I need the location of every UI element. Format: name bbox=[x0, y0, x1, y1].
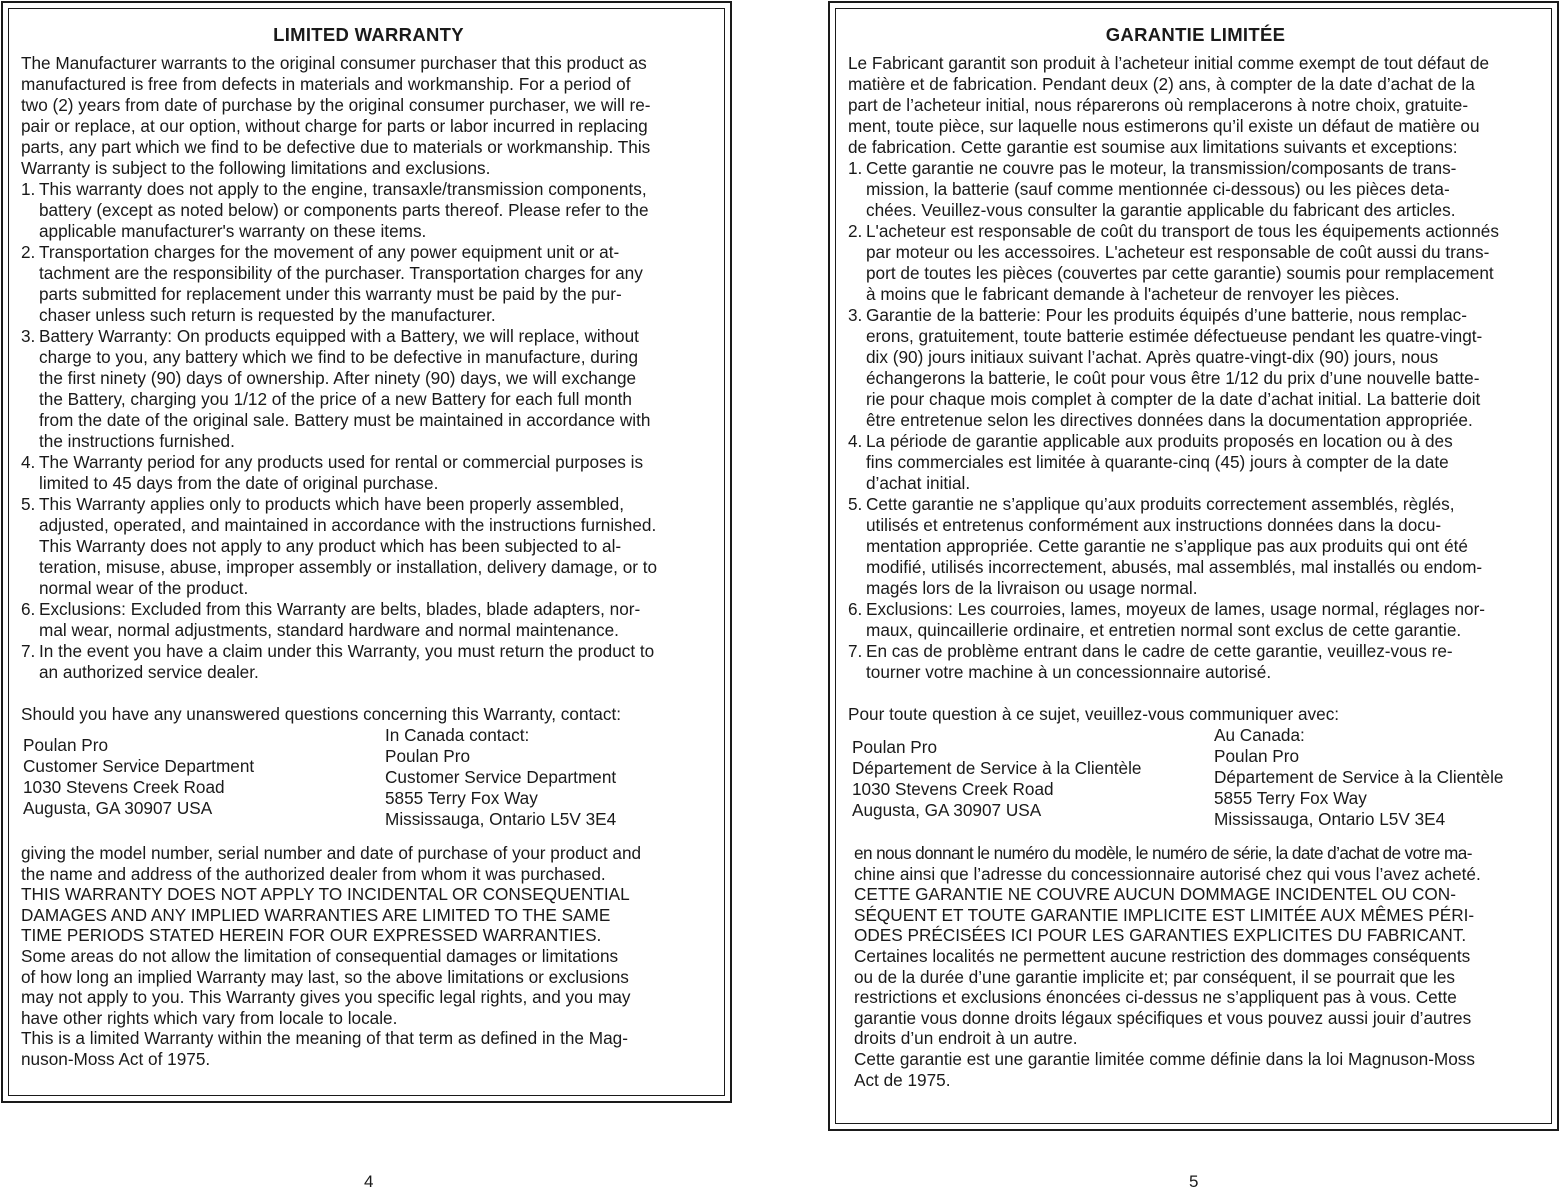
item-line: utilisés et entretenus conformément aux instructions données dans la docu- bbox=[866, 515, 1442, 535]
exclusion-item bbox=[848, 431, 1543, 494]
closing-line: Certaines localités ne permettent aucune restriction des dommages conséquents bbox=[854, 945, 1471, 966]
left-page-title: LIMITED WARRANTY bbox=[273, 24, 464, 45]
address-line: Customer Service Department bbox=[385, 767, 617, 787]
item-line: L'acheteur est responsable de coût du transport de tous les équipements actionnés bbox=[866, 221, 1499, 241]
address-line: In Canada contact: bbox=[385, 725, 530, 745]
item-line: This Warranty does not apply to any product which has been subjected to al- bbox=[39, 536, 622, 556]
item-line: fins commerciales est limitée à quarante-cinq (45) jours à compter de la date bbox=[866, 452, 1449, 472]
address-line: Département de Service à la Clientèle bbox=[852, 758, 1142, 778]
item-line: Cette garantie ne couvre pas le moteur, la transmission/composants de trans- bbox=[866, 158, 1457, 178]
right-page-content bbox=[848, 23, 1543, 1090]
item-line: tourner votre machine à un concessionnaire autorisé. bbox=[866, 662, 1272, 682]
address-line: Augusta, GA 30907 USA bbox=[23, 798, 213, 818]
item-number: 1. bbox=[848, 158, 863, 178]
item-number: 4. bbox=[848, 431, 863, 451]
closing-line: restrictions et exclusions énoncées ci-dessus ne s’appliquent pas à vous. Cette bbox=[854, 987, 1457, 1008]
item-number: 6. bbox=[21, 599, 36, 619]
item-line: limited to 45 days from the date of original purchase. bbox=[39, 473, 439, 493]
closing-line: CETTE GARANTIE NE COUVRE AUCUN DOMMAGE INCIDENTEL OU CON- bbox=[854, 884, 1456, 905]
address-line: 1030 Stevens Creek Road bbox=[852, 779, 1054, 799]
item-number: 4. bbox=[21, 452, 36, 472]
page-number-left: 4 bbox=[364, 1172, 374, 1191]
left-intro-line: pair or replace, at our option, without charge for parts or labor incurred in replacing bbox=[21, 116, 648, 136]
closing-line: nuson-Moss Act of 1975. bbox=[21, 1048, 211, 1069]
canada-address-block bbox=[1214, 725, 1503, 830]
closing-line: Act de 1975. bbox=[854, 1069, 951, 1090]
right-intro-line: ment, toute pièce, sur laquelle nous estimerons qu’il existe un défaut de matière ou bbox=[848, 116, 1480, 136]
item-line: chées. Veuillez-vous consulter la garantie applicable du fabricant des articles. bbox=[866, 200, 1456, 220]
address-line: 5855 Terry Fox Way bbox=[385, 788, 538, 808]
item-number: 3. bbox=[848, 305, 863, 325]
address-line: Poulan Pro bbox=[852, 737, 938, 757]
exclusion-item bbox=[21, 641, 716, 683]
closing-line: giving the model number, serial number and date of purchase of your product and bbox=[21, 843, 642, 863]
closing-line: the name and address of the authorized dealer from whom it was purchased. bbox=[21, 863, 606, 884]
right-intro-line: Le Fabricant garantit son produit à l’acheteur initial comme exempt de tout défaut de bbox=[848, 53, 1490, 73]
item-line: Exclusions: Les courroies, lames, moyeux de lames, usage normal, réglages nor- bbox=[866, 599, 1486, 619]
address-line: Poulan Pro bbox=[23, 735, 109, 755]
right-intro bbox=[848, 53, 1543, 158]
item-line: an authorized service dealer. bbox=[39, 662, 259, 682]
item-number: 3. bbox=[21, 326, 36, 346]
item-number: 7. bbox=[21, 641, 36, 661]
closing-line: SÉQUENT ET TOUTE GARANTIE IMPLICITE EST LIMITÉE AUX MÊMES PÉRI- bbox=[854, 904, 1475, 925]
item-line: the first ninety (90) days of ownership. After ninety (90) days, we will exchange bbox=[39, 368, 637, 388]
exclusion-item bbox=[848, 641, 1543, 683]
left-exclusion-list bbox=[21, 179, 716, 683]
address-line: Mississauga, Ontario L5V 3E4 bbox=[385, 809, 617, 829]
item-line: parts submitted for replacement under this warranty must be paid by the pur- bbox=[39, 284, 622, 304]
item-line: the instructions furnished. bbox=[39, 431, 235, 451]
item-number: 6. bbox=[848, 599, 863, 619]
right-page-inner-border bbox=[835, 8, 1552, 1124]
left-contact-prompt: Should you have any unanswered questions concerning this Warranty, contact: bbox=[21, 704, 622, 724]
item-line: charge to you, any battery which we find to be defective in manufacture, during bbox=[39, 347, 639, 367]
exclusion-item bbox=[21, 494, 716, 599]
left-page-content bbox=[21, 23, 716, 1070]
item-number: 5. bbox=[21, 494, 36, 514]
item-line: modifié, utilisés incorrectement, abusés, mal assemblés, mal installés ou endom- bbox=[866, 557, 1483, 577]
closing-line: en nous donnant le numéro du modèle, le numéro de série, la date d’achat de votre ma- bbox=[854, 843, 1472, 863]
item-line: être entretenue selon les directives données dans la documentation appropriée. bbox=[866, 410, 1473, 430]
exclusion-item bbox=[848, 305, 1543, 431]
us-address-block bbox=[23, 735, 254, 819]
right-closing-text bbox=[848, 843, 1543, 1090]
canada-address-block bbox=[385, 725, 616, 830]
item-line: port de toutes les pièces (couvertes par cette garantie) soumis pour remplacement bbox=[866, 263, 1494, 283]
item-line: tachment are the responsibility of the purchaser. Transportation charges for any bbox=[39, 263, 643, 283]
closing-line: DAMAGES AND ANY IMPLIED WARRANTIES ARE LIMITED TO THE SAME bbox=[21, 904, 611, 925]
item-line: This Warranty applies only to products which have been properly assembled, bbox=[39, 494, 624, 514]
right-page-border bbox=[828, 1, 1559, 1131]
address-line: Customer Service Department bbox=[23, 756, 255, 776]
item-line: from the date of the original sale. Battery must be maintained in accordance with bbox=[39, 410, 651, 430]
item-line: Transportation charges for the movement of any power equipment unit or at- bbox=[39, 242, 620, 262]
right-intro-line: part de l’acheteur initial, nous réparerons où remplacerons à notre choix, gratuite- bbox=[848, 95, 1469, 115]
closing-line: may not apply to you. This Warranty gives you specific legal rights, and you may bbox=[21, 987, 631, 1008]
item-line: applicable manufacturer's warranty on these items. bbox=[39, 221, 427, 241]
item-line: rie pour chaque mois complet à compter de la date d’achat initial. La batterie doit bbox=[866, 389, 1481, 409]
item-line: à moins que le fabricant demande à l'acheteur de renvoyer les pièces. bbox=[866, 284, 1400, 304]
item-number: 1. bbox=[21, 179, 36, 199]
item-line: dix (90) jours initiaux suivant l’achat. Après quatre-vingt-dix (90) jours, nous bbox=[866, 347, 1439, 367]
closing-line: ou de la durée d’une garantie implicite et; par conséquent, il se pourrait que les bbox=[854, 966, 1455, 987]
right-exclusion-list bbox=[848, 158, 1543, 683]
right-intro-line: de fabrication. Cette garantie est soumise aux limitations suivants et exceptions: bbox=[848, 137, 1458, 157]
right-page-title: GARANTIE LIMITÉE bbox=[1105, 24, 1286, 45]
exclusion-item bbox=[848, 221, 1543, 305]
exclusion-item bbox=[21, 242, 716, 326]
item-number: 2. bbox=[21, 242, 36, 262]
right-intro-line: matière et de fabrication. Pendant deux (2) ans, à compter de la date d’achat de la bbox=[848, 74, 1475, 94]
exclusion-item bbox=[21, 326, 716, 452]
exclusion-item bbox=[21, 452, 716, 494]
exclusion-item bbox=[21, 599, 716, 641]
address-line: 5855 Terry Fox Way bbox=[1214, 788, 1367, 808]
us-address-block bbox=[852, 737, 1141, 821]
address-line: Poulan Pro bbox=[385, 746, 471, 766]
left-intro bbox=[21, 53, 716, 179]
item-line: This warranty does not apply to the engine, transaxle/transmission components, bbox=[39, 179, 647, 199]
item-line: teration, misuse, abuse, improper assembly or installation, delivery damage, or to bbox=[39, 557, 658, 577]
left-intro-line: parts, any part which we find to be defective due to materials or workmanship. This bbox=[21, 137, 651, 157]
address-line: 1030 Stevens Creek Road bbox=[23, 777, 225, 797]
closing-line: of how long an implied Warranty may last, so the above limitations or exclusions bbox=[21, 966, 629, 987]
closing-line: ODES PRÉCISÉES ICI POUR LES GARANTIES EXPLICITES DU FABRICANT. bbox=[854, 925, 1467, 946]
address-line: Mississauga, Ontario L5V 3E4 bbox=[1214, 809, 1446, 829]
item-line: the Battery, charging you 1/12 of the price of a new Battery for each full month bbox=[39, 389, 632, 409]
closing-line: garantie vous donne droits légaux spécifiques et vous pouvez aussi jouir d’autres bbox=[854, 1007, 1472, 1028]
left-intro-line: two (2) years from date of purchase by the original consumer purchaser, we will re- bbox=[21, 95, 651, 115]
item-line: erons, gratuitement, toute batterie estimée défectueuse pendant les quatre-vingt- bbox=[866, 326, 1483, 346]
item-line: adjusted, operated, and maintained in accordance with the instructions furnished. bbox=[39, 515, 657, 535]
item-number: 2. bbox=[848, 221, 863, 241]
item-line: Exclusions: Excluded from this Warranty are belts, blades, blade adapters, nor- bbox=[39, 599, 641, 619]
address-line: Poulan Pro bbox=[1214, 746, 1300, 766]
spacer bbox=[848, 683, 1543, 704]
left-closing-text bbox=[21, 843, 716, 1070]
closing-line: TIME PERIODS STATED HEREIN FOR OUR EXPRESSED WARRANTIES. bbox=[21, 925, 602, 946]
right-contact-prompt: Pour toute question à ce sujet, veuillez-vous communiquer avec: bbox=[848, 704, 1340, 724]
item-line: mentation appropriée. Cette garantie ne s’applique pas aux produits qui ont été bbox=[866, 536, 1468, 556]
item-number: 5. bbox=[848, 494, 863, 514]
left-contacts bbox=[21, 725, 716, 843]
item-line: En cas de problème entrant dans le cadre de cette garantie, veuillez-vous re- bbox=[866, 641, 1453, 661]
exclusion-item bbox=[848, 599, 1543, 641]
item-line: La période de garantie applicable aux produits proposés en location ou à des bbox=[866, 431, 1453, 451]
item-line: mission, la batterie (sauf comme mentionnée ci-dessous) ou les pièces deta- bbox=[866, 179, 1450, 199]
item-line: maux, quincaillerie ordinaire, et entretien normal sont exclus de cette garantie. bbox=[866, 620, 1462, 640]
item-line: d’achat initial. bbox=[866, 473, 971, 493]
closing-line: THIS WARRANTY DOES NOT APPLY TO INCIDENTAL OR CONSEQUENTIAL bbox=[21, 884, 630, 905]
closing-line: Cette garantie est une garantie limitée comme définie dans la loi Magnuson-Moss bbox=[854, 1048, 1475, 1069]
closing-line: This is a limited Warranty within the meaning of that term as defined in the Mag- bbox=[21, 1028, 628, 1049]
address-line: Département de Service à la Clientèle bbox=[1214, 767, 1504, 787]
item-line: magés lors de la livraison ou usage normal. bbox=[866, 578, 1198, 598]
closing-line: chine ainsi que l’adresse du concessionnaire autorisé chez qui vous l’avez acheté. bbox=[854, 863, 1481, 884]
left-page-inner-border bbox=[8, 8, 725, 1096]
spacer bbox=[21, 683, 716, 704]
item-line: échangerons la batterie, le coût pour vous être 1/12 du prix d’une nouvelle batte- bbox=[866, 368, 1480, 388]
closing-line: droits d’un endroit à un autre. bbox=[854, 1028, 1078, 1049]
address-line: Augusta, GA 30907 USA bbox=[852, 800, 1042, 820]
item-line: battery (except as noted below) or components parts thereof. Please refer to the bbox=[39, 200, 649, 220]
item-line: Garantie de la batterie: Pour les produits équipés d’une batterie, nous remplac- bbox=[866, 305, 1467, 325]
page-number-right: 5 bbox=[1189, 1172, 1199, 1191]
item-line: The Warranty period for any products used for rental or commercial purposes is bbox=[39, 452, 644, 472]
address-line: Au Canada: bbox=[1214, 725, 1305, 745]
item-line: Battery Warranty: On products equipped with a Battery, we will replace, without bbox=[39, 326, 639, 346]
left-intro-line: Warranty is subject to the following limitations and exclusions. bbox=[21, 158, 491, 178]
closing-line: Some areas do not allow the limitation of consequential damages or limitations bbox=[21, 945, 619, 966]
left-intro-line: manufactured is free from defects in materials and workmanship. For a period of bbox=[21, 74, 631, 94]
item-line: par moteur ou les accessoires. L'acheteur est responsable de coût aussi du trans- bbox=[866, 242, 1490, 262]
exclusion-item bbox=[21, 179, 716, 242]
item-line: Cette garantie ne s’applique qu’aux produits correctement assemblés, règlés, bbox=[866, 494, 1455, 514]
item-line: normal wear of the product. bbox=[39, 578, 249, 598]
exclusion-item bbox=[848, 158, 1543, 221]
item-line: In the event you have a claim under this Warranty, you must return the product to bbox=[39, 641, 655, 661]
item-line: chaser unless such return is requested by the manufacturer. bbox=[39, 305, 496, 325]
exclusion-item bbox=[848, 494, 1543, 599]
closing-line: have other rights which vary from locale to locale. bbox=[21, 1007, 398, 1028]
item-line: mal wear, normal adjustments, standard hardware and normal maintenance. bbox=[39, 620, 619, 640]
left-intro-line: The Manufacturer warrants to the original consumer purchaser that this product as bbox=[21, 53, 647, 73]
item-number: 7. bbox=[848, 641, 863, 661]
left-page-border bbox=[1, 1, 732, 1103]
right-contacts bbox=[848, 725, 1543, 843]
